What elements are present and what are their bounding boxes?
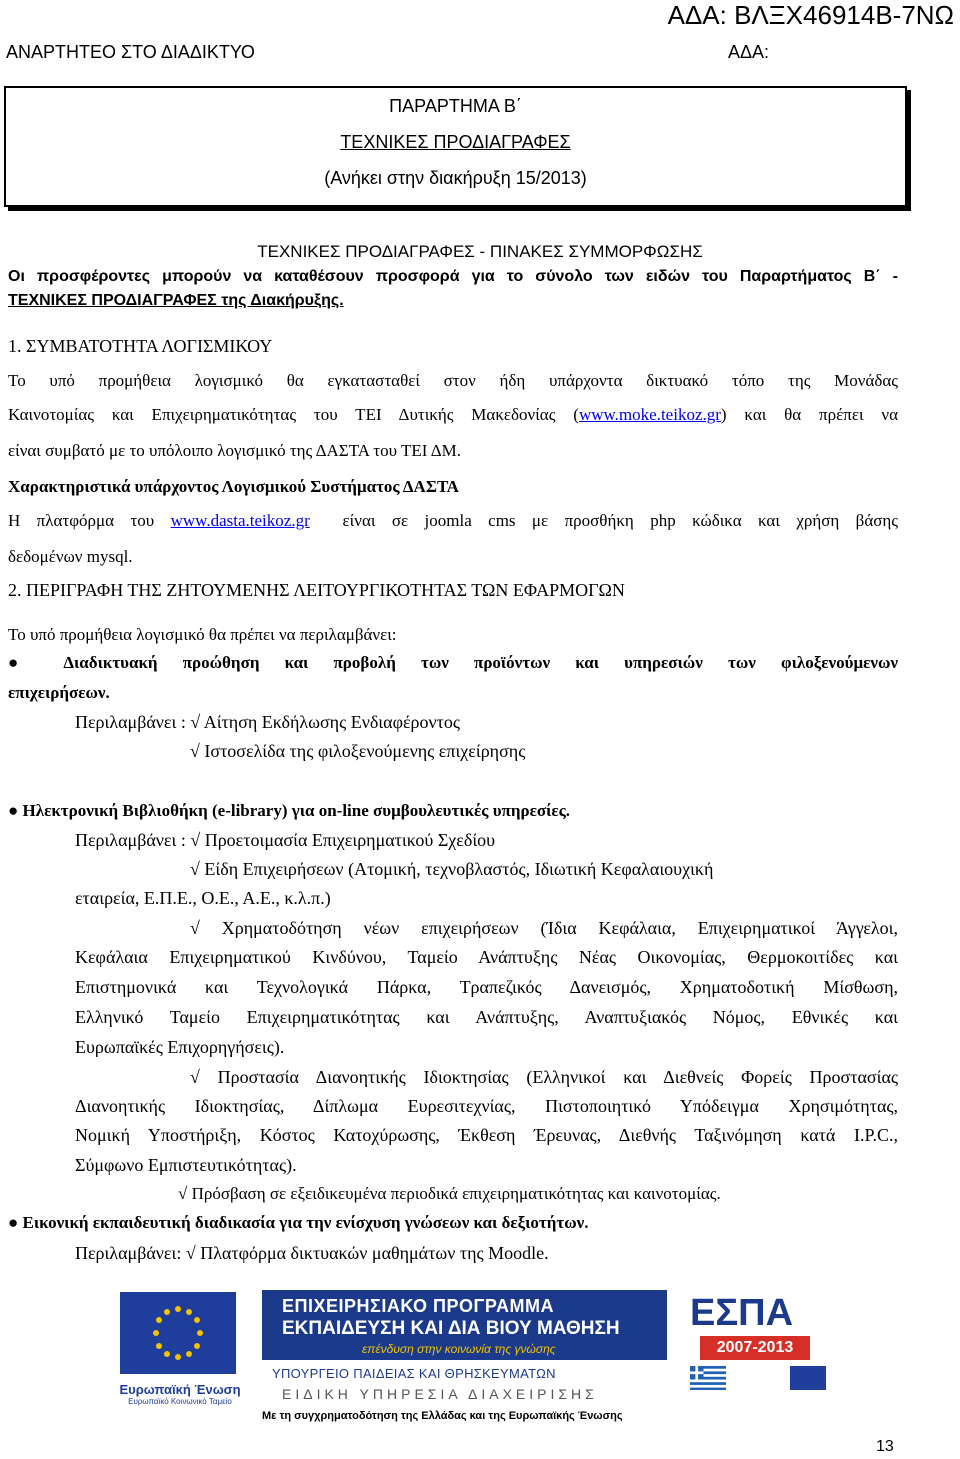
eu-stars-icon: [120, 1292, 236, 1374]
s1-p1-line2-b: ) και θα πρέπει να: [720, 405, 898, 424]
ada-label: ΑΔΑ:: [728, 42, 770, 62]
s1-p1-line2: [8, 404, 898, 426]
dasta-link[interactable]: www.dasta.teikoz.gr: [170, 511, 310, 530]
s1-p1-line2-a: Καινοτομίας και Επιχειρηματικότητας του ΤΕΙ Δυτικής Μακεδονίας (: [8, 405, 579, 424]
s2-b2-inc4-l3: Νομική Υποστήριξη, Κόστος Κατοχύρωσης, Έκθεση Έρευνας, Διεθνής Ταξινόμηση κατά I.P.C.,: [75, 1125, 898, 1145]
s1-subheading: Χαρακτηριστικά υπάρχοντος Λογισμικού Συστήματος ΔΑΣΤΑ: [8, 477, 459, 496]
s2-b2-inc3-l1: √ Χρηματοδότηση νέων επιχειρήσεων (Ίδια Κεφάλαια, Επιχειρηματικοί Άγγελοι,: [190, 918, 898, 938]
s2-b2-inc1: Περιλαμβάνει : √ Προετοιμασία Επιχειρηματικού Σχεδίου: [75, 830, 496, 850]
s1-p2-b: είναι σε joomla cms με προσθήκη php κώδικα και χρήση βάσης: [342, 511, 899, 530]
program-line1: ΕΠΙΧΕΙΡΗΣΙΑΚΟ ΠΡΟΓΡΑΜΜΑ: [282, 1296, 554, 1316]
program-tagline: επένδυση στην κοινωνία της γνώσης: [362, 1342, 556, 1356]
intro-title: ΤΕΧΝΙΚΕΣ ΠΡΟΔΙΑΓΡΑΦΕΣ - ΠΙΝΑΚΕΣ ΣΥΜΜΟΡΦΩΣΗΣ: [257, 242, 703, 261]
program-agency: ΕΙΔΙΚΗ ΥΠΗΡΕΣΙΑ ΔΙΑΧΕΙΡΙΣΗΣ: [282, 1386, 598, 1402]
s1-p2-a: Η πλατφόρμα του: [8, 511, 155, 530]
s2-bullet2-title: ● Ηλεκτρονική Βιβλιοθήκη (e-library) για on-line συμβουλευτικές υπηρεσίες.: [8, 801, 571, 820]
s2-b2-inc3-l5: Ευρωπαϊκές Επιχορηγήσεις).: [75, 1037, 285, 1057]
annex-note: (Ανήκει στην διακήρυξη 15/2013): [324, 168, 587, 188]
header-left: ΑΝΑΡΤΗΤΕΟ ΣΤΟ ΔΙΑΔΙΚΤΥΟ: [6, 42, 255, 62]
s1-p1-line3: είναι συμβατό με το υπόλοιπο λογισμικό της ΔΑΣΤΑ του ΤΕΙ ΔΜ.: [8, 441, 462, 460]
section2-heading: 2. ΠΕΡΙΓΡΑΦΗ ΤΗΣ ΖΗΤΟΥΜΕΝΗΣ ΛΕΙΤΟΥΡΓΙΚΟΤΗΤΑΣ ΤΩΝ ΕΦΑΡΜΟΓΩΝ: [8, 580, 625, 600]
espa-eu-flag-icon: [790, 1366, 826, 1390]
s2-b1-includes1: Περιλαμβάνει : √ Αίτηση Εκδήλωσης Ενδιαφέροντος: [75, 712, 461, 732]
eu-flag-icon: [120, 1292, 236, 1374]
s2-b3-inc1: Περιλαμβάνει: √ Πλατφόρμα δικτυακών μαθημάτων της Moodle.: [75, 1243, 549, 1263]
s2-b2-inc4-l2: Διανοητικής Ιδιοκτησίας, Δίπλωμα Ευρεσιτεχνίας, Πιστοποιητικό Υπόδειγμα Χρησιμότητας,: [75, 1096, 898, 1116]
program-logo: [262, 1290, 667, 1430]
intro-line2: ΤΕΧΝΙΚΕΣ ΠΡΟΔΙΑΓΡΑΦΕΣ της Διακήρυξης.: [8, 292, 344, 309]
s1-p2-line1: [8, 510, 898, 532]
ada-code: ΑΔΑ: ΒΛΞΧ46914Β-7ΝΩ: [667, 0, 954, 30]
annex-box: [4, 86, 907, 207]
s2-b1-includes2: √ Ιστοσελίδα της φιλοξενούμενης επιχείρησης: [190, 741, 526, 761]
s2-bullet1-line2: επιχειρήσεων.: [8, 683, 110, 702]
moke-link[interactable]: www.moke.teikoz.gr: [578, 405, 721, 424]
s2-b2-inc2-l2: εταιρεία, Ε.Π.Ε., Ο.Ε., Α.Ε., κ.λ.π.): [75, 888, 331, 908]
greek-flag-icon: [690, 1366, 726, 1390]
s2-b2-inc4-l1: √ Προστασία Διανοητικής Ιδιοκτησίας (Ελληνικοί και Διεθνείς Φορείς Προστασίας: [190, 1067, 898, 1087]
s2-b2-inc3-l3: Επιστημονικά και Τεχνολογικά Πάρκα, Τραπεζικός Δανεισμός, Χρηματοδοτική Μίσθωση,: [75, 977, 898, 997]
s1-p2-line2: δεδομένων mysql.: [8, 547, 133, 566]
annex-subtitle: ΤΕΧΝΙΚΕΣ ΠΡΟΔΙΑΓΡΑΦΕΣ: [340, 132, 571, 152]
eu-logo: [110, 1292, 250, 1432]
program-ministry: ΥΠΟΥΡΓΕΙΟ ΠΑΙΔΕΙΑΣ ΚΑΙ ΘΡΗΣΚΕΥΜΑΤΩΝ: [272, 1366, 556, 1381]
annex-title: ΠΑΡΑΡΤΗΜΑ Β΄: [389, 96, 522, 116]
program-line2: ΕΚΠΑΙΔΕΥΣΗ ΚΑΙ ΔΙΑ ΒΙΟΥ ΜΑΘΗΣΗ: [282, 1318, 620, 1339]
intro-line1: Οι προσφέροντες μπορούν να καταθέσουν προσφορά για το σύνολο των ειδών του Παραρτήματος Β΄ -: [8, 268, 898, 285]
s2-b2-inc5: √ Πρόσβαση σε εξειδικευμένα περιοδικά επιχειρηματικότητας και καινοτομίας.: [178, 1184, 721, 1203]
eu-subtitle: Ευρωπαϊκό Κοινωνικό Ταμείο: [128, 1397, 232, 1406]
s2-b2-inc4-l4: Σύμφωνο Εμπιστευτικότητας).: [75, 1155, 297, 1175]
espa-years: 2007-2013: [700, 1336, 810, 1360]
cofund-text: Με τη συγχρηματοδότηση της Ελλάδας και της Ευρωπαϊκής Ένωσης: [262, 1410, 623, 1422]
s2-b2-inc3-l4: Ελληνικό Ταμείο Επιχειρηματικότητας και Ανάπτυξης, Αναπτυξιακός Νόμος, Εθνικές και: [75, 1007, 898, 1027]
espa-title: ΕΣΠΑ: [690, 1292, 794, 1334]
s2-intro: Το υπό προμήθεια λογισμικό θα πρέπει να περιλαμβάνει:: [8, 625, 397, 644]
espa-logo: [680, 1292, 850, 1412]
section1-heading: 1. ΣΥΜΒΑΤΟΤΗΤΑ ΛΟΓΙΣΜΙΚΟΥ: [8, 336, 273, 356]
s2-bullet1-line1: ● Διαδικτυακή προώθηση και προβολή των προϊόντων και υπηρεσιών των φιλοξενούμενων: [8, 653, 898, 672]
eu-text: [110, 1382, 250, 1406]
page-number: 13: [876, 1438, 894, 1455]
s1-p1-line1: Το υπό προμήθεια λογισμικό θα εγκατασταθεί στον ήδη υπάρχοντα δικτυακό τόπο της Μονάδας: [8, 371, 898, 390]
s2-b2-inc2-l1: √ Είδη Επιχειρήσεων (Ατομική, τεχνοβλαστός, Ιδιωτική Κεφαλαιουχική: [190, 859, 714, 879]
s2-b2-inc3-l2: Κεφάλαια Επιχειρηματικού Κινδύνου, Ταμείο Ανάπτυξης Νέας Οικονομίας, Θερμοκοιτίδες και: [75, 947, 898, 967]
s2-bullet3-title: ● Εικονική εκπαιδευτική διαδικασία για την ενίσχυση γνώσεων και δεξιοτήτων.: [8, 1213, 589, 1232]
eu-title: Ευρωπαϊκή Ένωση: [119, 1382, 241, 1397]
